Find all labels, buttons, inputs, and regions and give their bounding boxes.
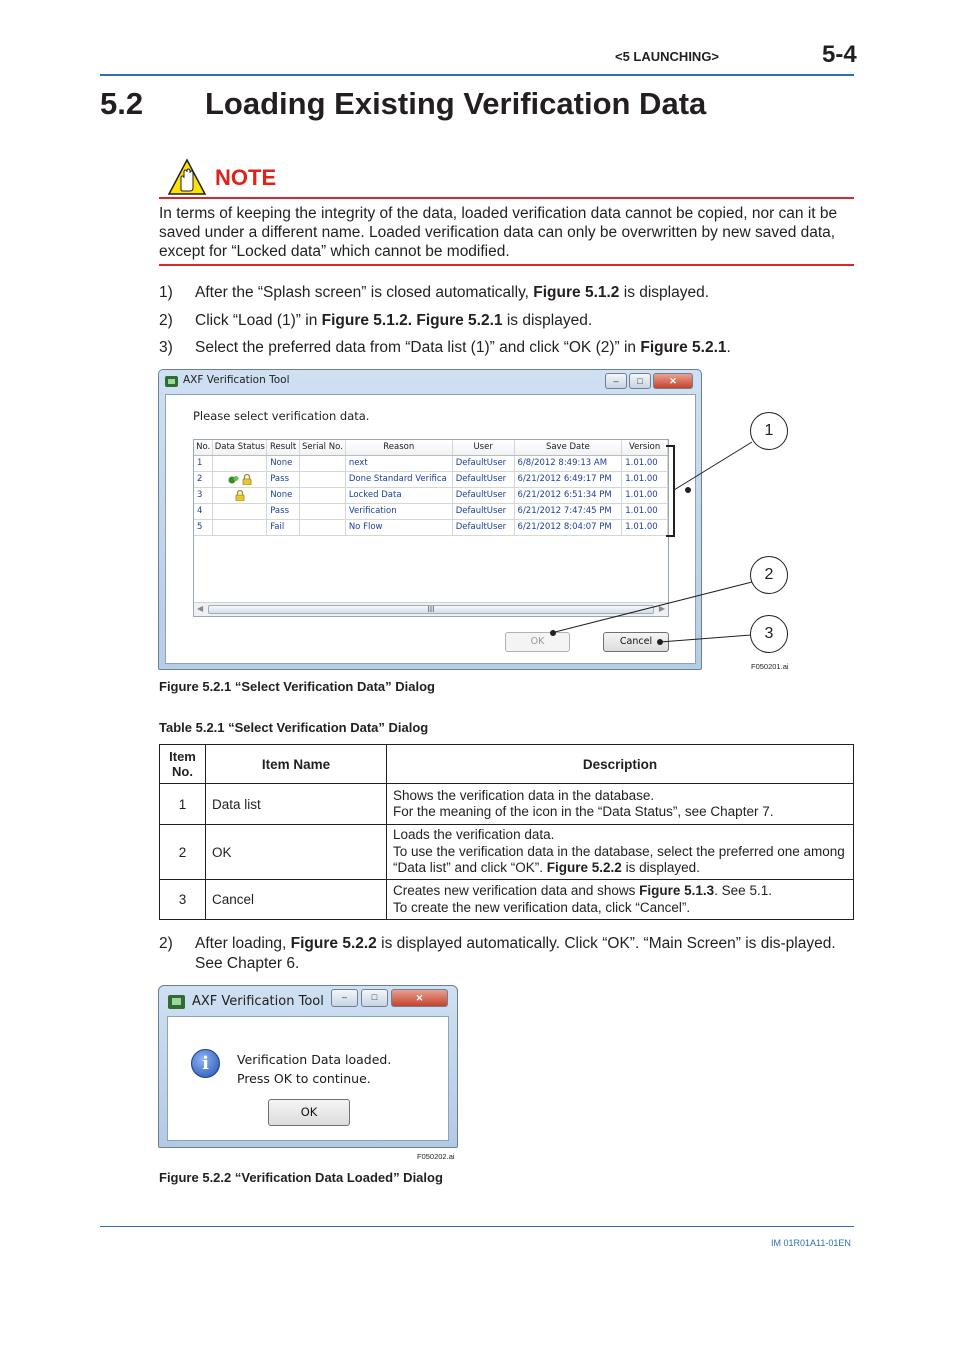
cell-user: DefaultUser xyxy=(452,455,514,471)
data-loaded-dialog xyxy=(158,985,458,1148)
text-run: Shows the verification data in the database. xyxy=(393,787,655,803)
text-run: . See 5.1. xyxy=(714,883,772,898)
cell-result: None xyxy=(267,455,300,471)
cell-version: 1.01.00 xyxy=(622,455,668,471)
col-description: Description xyxy=(387,745,854,784)
maximize-button[interactable]: □ xyxy=(629,373,651,389)
figure-1-caption: Figure 5.2.1 “Select Verification Data” Dialog xyxy=(159,679,435,694)
item-no: 2 xyxy=(160,825,206,880)
maximize-button[interactable]: □ xyxy=(361,989,388,1007)
text-run: is displayed automatically. Click “OK”. “Main Screen” is dis-played. See Chapter 6. xyxy=(195,935,836,972)
cell-version: 1.01.00 xyxy=(622,519,668,535)
cell-reason: No Flow xyxy=(345,519,452,535)
minimize-button[interactable]: – xyxy=(605,373,627,389)
column-header[interactable]: Version xyxy=(622,440,668,455)
table-row xyxy=(160,784,854,825)
message-line-1: Verification Data loaded. xyxy=(237,1052,392,1067)
cell-no: 4 xyxy=(194,503,213,519)
text-run: Select the preferred data from “Data list (1)” and click “OK (2)” in xyxy=(195,339,641,356)
figure-2-caption: Figure 5.2.2 “Verification Data Loaded” Dialog xyxy=(159,1170,443,1185)
step-number: 2) xyxy=(159,935,173,952)
item-no: 3 xyxy=(160,880,206,920)
cell-user: DefaultUser xyxy=(452,503,514,519)
item-name: Data list xyxy=(206,784,387,825)
chapter-header: <5 LAUNCHING> xyxy=(615,49,720,64)
figure-ref: Figure 5.1.3 xyxy=(639,883,715,898)
description-line xyxy=(393,883,847,900)
close-button[interactable]: ✕ xyxy=(391,989,448,1007)
text-run: After the “Splash screen” is closed automatically, xyxy=(195,284,534,301)
window-title: AXF Verification Tool xyxy=(192,994,324,1009)
table-row xyxy=(160,825,854,880)
cancel-button[interactable]: Cancel xyxy=(603,632,669,652)
cell-result: Pass xyxy=(267,471,300,487)
cell-version: 1.01.00 xyxy=(622,471,668,487)
cell-reason: Done Standard Verifica xyxy=(345,471,452,487)
document-number: IM 01R01A11-01EN xyxy=(771,1238,851,1248)
step-after-loading xyxy=(159,934,854,974)
column-header[interactable]: Reason xyxy=(345,440,452,455)
section-number: 5.2 xyxy=(100,86,144,121)
cell-no: 3 xyxy=(194,487,213,503)
window-title: AXF Verification Tool xyxy=(183,374,290,386)
callout-2: 2 xyxy=(750,556,788,594)
text-run: After loading, xyxy=(195,935,291,952)
column-header[interactable]: No. xyxy=(194,440,213,455)
description-line xyxy=(393,804,847,821)
table-caption: Table 5.2.1 “Select Verification Data” Dialog xyxy=(159,720,429,735)
ok-button[interactable]: OK xyxy=(505,632,570,652)
item-name: OK xyxy=(206,825,387,880)
minimize-button[interactable]: – xyxy=(331,989,358,1007)
text-run: Creates new verification data and shows xyxy=(393,883,640,898)
col-item-name: Item Name xyxy=(206,745,387,784)
item-no: 1 xyxy=(160,784,206,825)
cell-result: Fail xyxy=(267,519,300,535)
callout-3: 3 xyxy=(750,615,788,653)
item-description xyxy=(387,880,854,920)
figure-ref: Figure 5.2.2 xyxy=(290,935,377,952)
text-run: Click “Load (1)” in xyxy=(195,312,322,329)
col-item-no: Item No. xyxy=(160,745,206,784)
cell-version: 1.01.00 xyxy=(622,487,668,503)
cell-date: 6/21/2012 7:47:45 PM xyxy=(514,503,622,519)
cell-no: 1 xyxy=(194,455,213,471)
column-header[interactable]: Data Status xyxy=(213,440,267,455)
table-row xyxy=(160,880,854,920)
step-number: 2) xyxy=(159,312,173,329)
callout-1: 1 xyxy=(750,412,788,450)
note-text: In terms of keeping the integrity of the data, loaded verification data cannot be copied, nor can it be saved under a different name. Loaded verification data can only be overwritten by new saved data, except for “Locked data” which cannot be modified. xyxy=(159,205,838,260)
text-run: For the meaning of the icon in the “Data Status”, see Chapter 7. xyxy=(393,804,774,819)
cell-date: 6/21/2012 6:49:17 PM xyxy=(514,471,622,487)
figure-ref: Figure 5.2.2 xyxy=(546,860,622,876)
text-run: To create the new verification data, click “Cancel”. xyxy=(393,899,691,915)
text-run: is displayed. xyxy=(502,312,593,329)
item-name: Cancel xyxy=(206,880,387,920)
text-run: is displayed. xyxy=(619,284,710,301)
cell-reason: next xyxy=(345,455,452,471)
close-button[interactable]: ✕ xyxy=(653,373,693,389)
item-table xyxy=(159,744,854,920)
item-description xyxy=(387,825,854,880)
description-line xyxy=(393,788,847,805)
description-line xyxy=(393,900,847,917)
cell-user: DefaultUser xyxy=(452,487,514,503)
dialog-prompt: Please select verification data. xyxy=(193,409,370,423)
scroll-thumb[interactable]: III xyxy=(208,605,654,614)
figure-1-code: F050201.ai xyxy=(751,662,789,671)
step-number: 3) xyxy=(159,339,173,356)
cell-result: Pass xyxy=(267,503,300,519)
cell-date: 6/8/2012 8:49:13 AM xyxy=(514,455,622,471)
cell-user: DefaultUser xyxy=(452,519,514,535)
footer-rule xyxy=(100,1226,854,1227)
ok-button[interactable]: OK xyxy=(268,1099,350,1126)
cell-reason: Locked Data xyxy=(345,487,452,503)
scroll-left-icon[interactable]: ◀ xyxy=(197,604,204,613)
item-table-header xyxy=(160,745,854,784)
scroll-right-icon[interactable]: ▶ xyxy=(658,604,665,613)
column-header[interactable]: Serial No. xyxy=(300,440,346,455)
step-number: 1) xyxy=(159,284,173,301)
message-line-2: Press OK to continue. xyxy=(237,1071,371,1086)
cell-no: 5 xyxy=(194,519,213,535)
text-run: . xyxy=(726,339,731,356)
text-run: To use the verification data in the database, select the preferred one among “Data list” and click “OK”. xyxy=(393,843,845,876)
info-icon: i xyxy=(191,1049,220,1078)
page-number: 5-4 xyxy=(822,41,857,68)
column-header[interactable]: Save Date xyxy=(514,440,622,455)
app-icon xyxy=(168,994,186,1010)
figure-ref: Figure 5.1.2 xyxy=(533,284,620,301)
text-run: Loads the verification data. xyxy=(393,827,555,843)
column-header[interactable]: Result xyxy=(267,440,300,455)
item-description xyxy=(387,784,854,825)
column-header[interactable]: User xyxy=(452,440,514,455)
figure-2-code: F050202.ai xyxy=(417,1152,455,1161)
figure-ref: Figure 5.1.2. Figure 5.2.1 xyxy=(321,312,503,329)
description-line xyxy=(393,844,847,877)
cell-no: 2 xyxy=(194,471,213,487)
cell-date: 6/21/2012 8:04:07 PM xyxy=(514,519,622,535)
cell-date: 6/21/2012 6:51:34 PM xyxy=(514,487,622,503)
figure-ref: Figure 5.2.1 xyxy=(640,339,727,356)
dialog-client-area xyxy=(167,1016,449,1141)
step-after-text xyxy=(159,934,854,974)
cell-user: DefaultUser xyxy=(452,471,514,487)
cell-result: None xyxy=(267,487,300,503)
cell-version: 1.01.00 xyxy=(622,503,668,519)
note-label: NOTE xyxy=(215,165,277,190)
text-run: is displayed. xyxy=(621,860,700,876)
section-title-text: Loading Existing Verification Data xyxy=(205,86,707,121)
cell-reason: Verification xyxy=(345,503,452,519)
description-line xyxy=(393,827,847,844)
